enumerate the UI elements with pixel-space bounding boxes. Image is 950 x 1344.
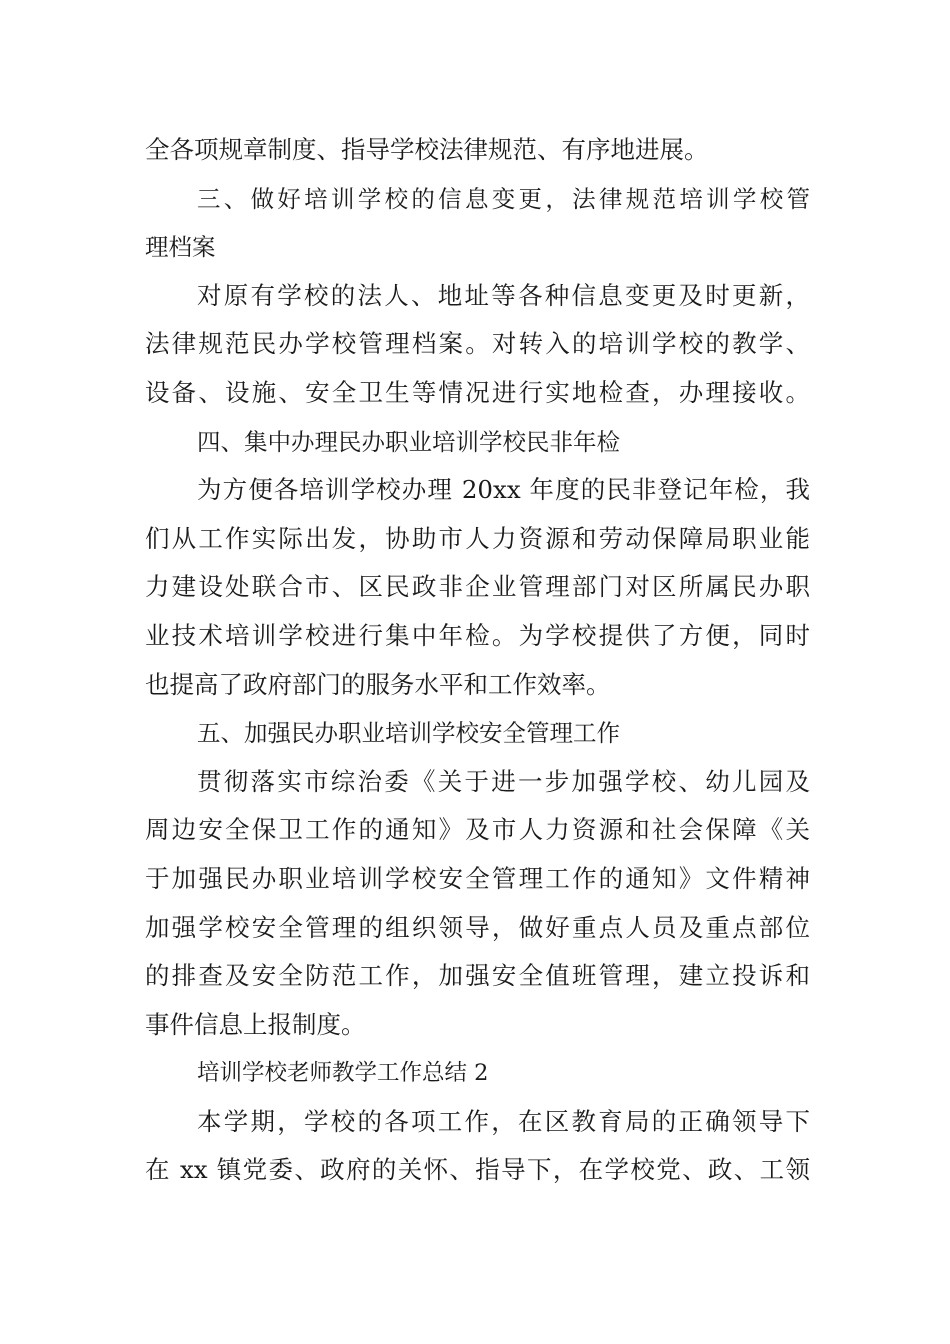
document-subtitle [145, 1049, 810, 1098]
text-line: 对原有学校的法人、地址等各种信息变更及时更新， [197, 280, 810, 310]
section-heading-4 [145, 418, 810, 467]
text-line: 法律规范民办学校管理档案。对转入的培训学校的教学、 [145, 329, 810, 359]
document-body [145, 126, 810, 1195]
text-line: 们从工作实际出发，协助市人力资源和劳动保障局职业能 [145, 523, 810, 553]
text-line: 业技术培训学校进行集中年检。为学校提供了方便，同时 [145, 620, 810, 650]
text-line: 加强学校安全管理的组织领导，做好重点人员及重点部位 [145, 912, 810, 942]
text-line: 三、做好培训学校的信息变更，法律规范培训学校管 [197, 184, 810, 213]
text-line: 五、加强民办职业培训学校安全管理工作 [197, 719, 620, 748]
text-line: 也提高了政府部门的服务水平和工作效率。 [145, 669, 611, 699]
text-line: 力建设处联合市、区民政非企业管理部门对区所属民办职 [145, 572, 810, 602]
text-line: 贯彻落实市综治委《关于进一步加强学校、幼儿园及 [197, 766, 810, 796]
paragraph [145, 466, 810, 709]
text-line: 四、集中办理民办职业培训学校民非年检 [197, 427, 620, 456]
text-line: 于加强民办职业培训学校安全管理工作的通知》文件精神 [145, 863, 810, 893]
text-line: 设备、设施、安全卫生等情况进行实地检查，办理接收。 [145, 377, 810, 407]
text-line: 本学期，学校的各项工作，在区教育局的正确领导下 [197, 1106, 810, 1136]
text-line: 周边安全保卫工作的通知》及市人力资源和社会保障《关 [145, 815, 810, 845]
paragraph [145, 272, 810, 418]
text-line: 全各项规章制度、指导学校法律规范、有序地进展。 [145, 135, 709, 164]
text-line: 培训学校老师教学工作总结 2 [197, 1060, 489, 1087]
text-line: 理档案 [145, 233, 216, 262]
text-line: 事件信息上报制度。 [145, 1009, 366, 1039]
section-heading-3 [145, 175, 810, 272]
text-line: 的排查及安全防范工作，加强安全值班管理，建立投诉和 [145, 961, 810, 991]
paragraph [145, 1098, 810, 1195]
text-line: 在 xx 镇党委、政府的关怀、指导下，在学校党、政、工领 [145, 1155, 810, 1185]
section-heading-5 [145, 709, 810, 758]
paragraph [145, 758, 810, 1050]
text-line: 为方便各培训学校办理 20xx 年度的民非登记年检，我 [197, 475, 810, 505]
paragraph-continuation [145, 126, 810, 175]
